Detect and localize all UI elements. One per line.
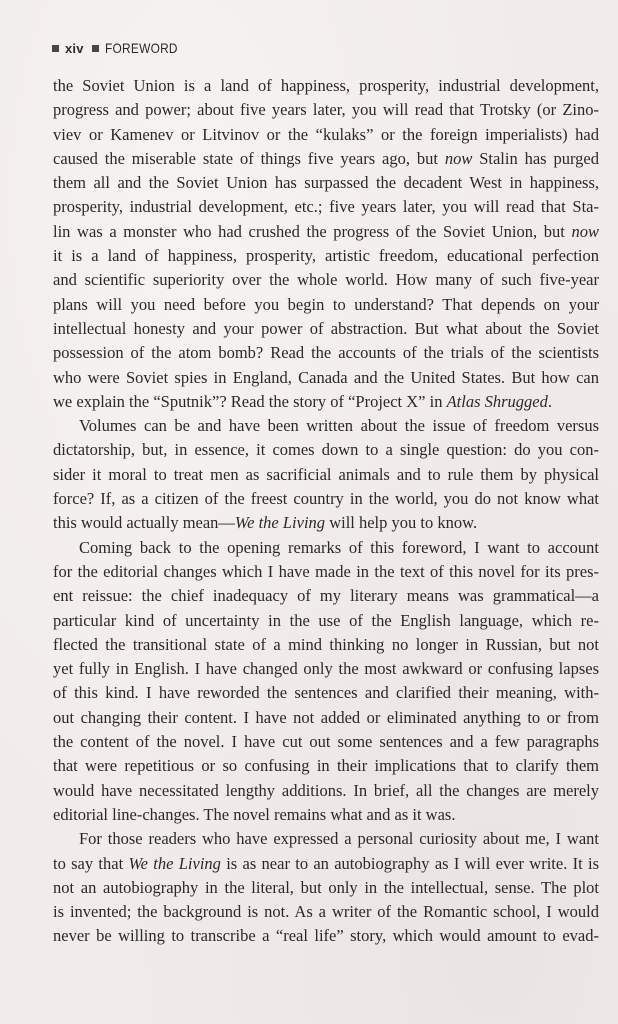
italic-title: now <box>571 221 599 241</box>
text-line: plans will you need before you begin to understand? That depends on your <box>53 294 599 314</box>
text-line: that were repetitious or so confusing in their implications that to clarify them <box>53 756 599 776</box>
text-line: For those readers who have expressed a personal curiosity about me, I want <box>79 829 599 849</box>
text-line: lin was a monster who had crushed the progress of the Soviet Union, but now <box>53 221 599 241</box>
text-line: and scientific superiority over the whole world. How many of such five-year <box>53 270 599 290</box>
text-line: ent reissue: the chief inadequacy of my literary means was grammatical—a <box>53 586 599 606</box>
italic-title: Atlas Shrugged <box>446 391 548 411</box>
italic-title: We the Living <box>234 513 326 533</box>
text-line: caused the miserable state of things five years ago, but now Stalin has purged <box>53 148 599 168</box>
text-line: not an autobiography in the literal, but only in the intellectual, sense. The plot <box>53 877 599 897</box>
text-line: Volumes can be and have been written about the issue of freedom versus <box>79 416 599 436</box>
text-line: never be willing to transcribe a “real life” story, which would amount to evad- <box>53 926 599 946</box>
text-line: flected the transitional state of a mind thinking no longer in Russian, but not <box>53 634 599 654</box>
text-line: who were Soviet spies in England, Canada and the United States. But how can <box>53 367 599 387</box>
text-line: for the editorial changes which I have made in the text of this novel for its pres- <box>53 561 599 581</box>
text-line: sider it moral to treat men as sacrificial animals and to rule them by physical <box>53 464 599 484</box>
square-bullet-icon <box>52 45 59 52</box>
text-line: it is a land of happiness, prosperity, artistic freedom, educational perfection <box>53 246 599 266</box>
square-bullet-icon <box>92 45 99 52</box>
text-line: editorial line-changes. The novel remains what and as it was. <box>53 804 456 824</box>
text-line: prosperity, industrial development, etc.; five years later, you will read that Sta- <box>53 197 599 217</box>
text-line: Coming back to the opening remarks of this foreword, I want to account <box>79 537 599 557</box>
text-line: of this kind. I have reworded the sentences and clarified their meaning, with- <box>53 683 599 703</box>
text-line: the Soviet Union is a land of happiness, prosperity, industrial development, <box>53 76 599 95</box>
running-head <box>52 38 190 58</box>
text-line: viev or Kamenev or Litvinov or the “kulaks” or the foreign imperialists) had <box>53 124 599 144</box>
text-line: intellectual honesty and your power of abstraction. But what about the Soviet <box>53 318 599 338</box>
text-line: to say that We the Living is as near to an autobiography as I will ever write. It is <box>53 853 599 873</box>
text-line: force? If, as a citizen of the freest country in the world, you do not know what <box>53 489 599 509</box>
text-line: out changing their content. I have not added or eliminated anything to or from <box>53 707 599 727</box>
text-line: this would actually mean—We the Living will help you to know. <box>53 513 478 533</box>
italic-title: We the Living <box>128 853 221 873</box>
text-line: dictatorship, but, in essence, it comes down to a single question: do you con- <box>53 440 599 460</box>
text-line: is invented; the background is not. As a writer of the Romantic school, I would <box>53 902 599 922</box>
text-line: yet fully in English. I have changed only the most awkward or confusing lapses <box>53 659 599 679</box>
section-title: FOREWORD <box>104 40 178 56</box>
text-line: the content of the novel. I have cut out some sentences and a few paragraphs <box>53 732 599 752</box>
text-line: we explain the “Sputnik”? Read the story of “Project X” in Atlas Shrugged. <box>53 391 553 411</box>
page-number: xiv <box>65 40 84 56</box>
text-line: progress and power; about five years later, you will read that Trotsky (or Zino- <box>53 100 599 120</box>
text-line: them all and the Soviet Union has surpassed the decadent West in happiness, <box>53 173 599 193</box>
text-line: possession of the atom bomb? Read the accounts of the trials of the scientists <box>53 343 599 363</box>
text-line: would have necessitated lengthy additions. In brief, all the changes are merely <box>53 780 599 800</box>
italic-title: now <box>444 148 473 168</box>
text-line: particular kind of uncertainty in the use of the English language, which re- <box>53 610 599 630</box>
body-text <box>53 74 599 949</box>
